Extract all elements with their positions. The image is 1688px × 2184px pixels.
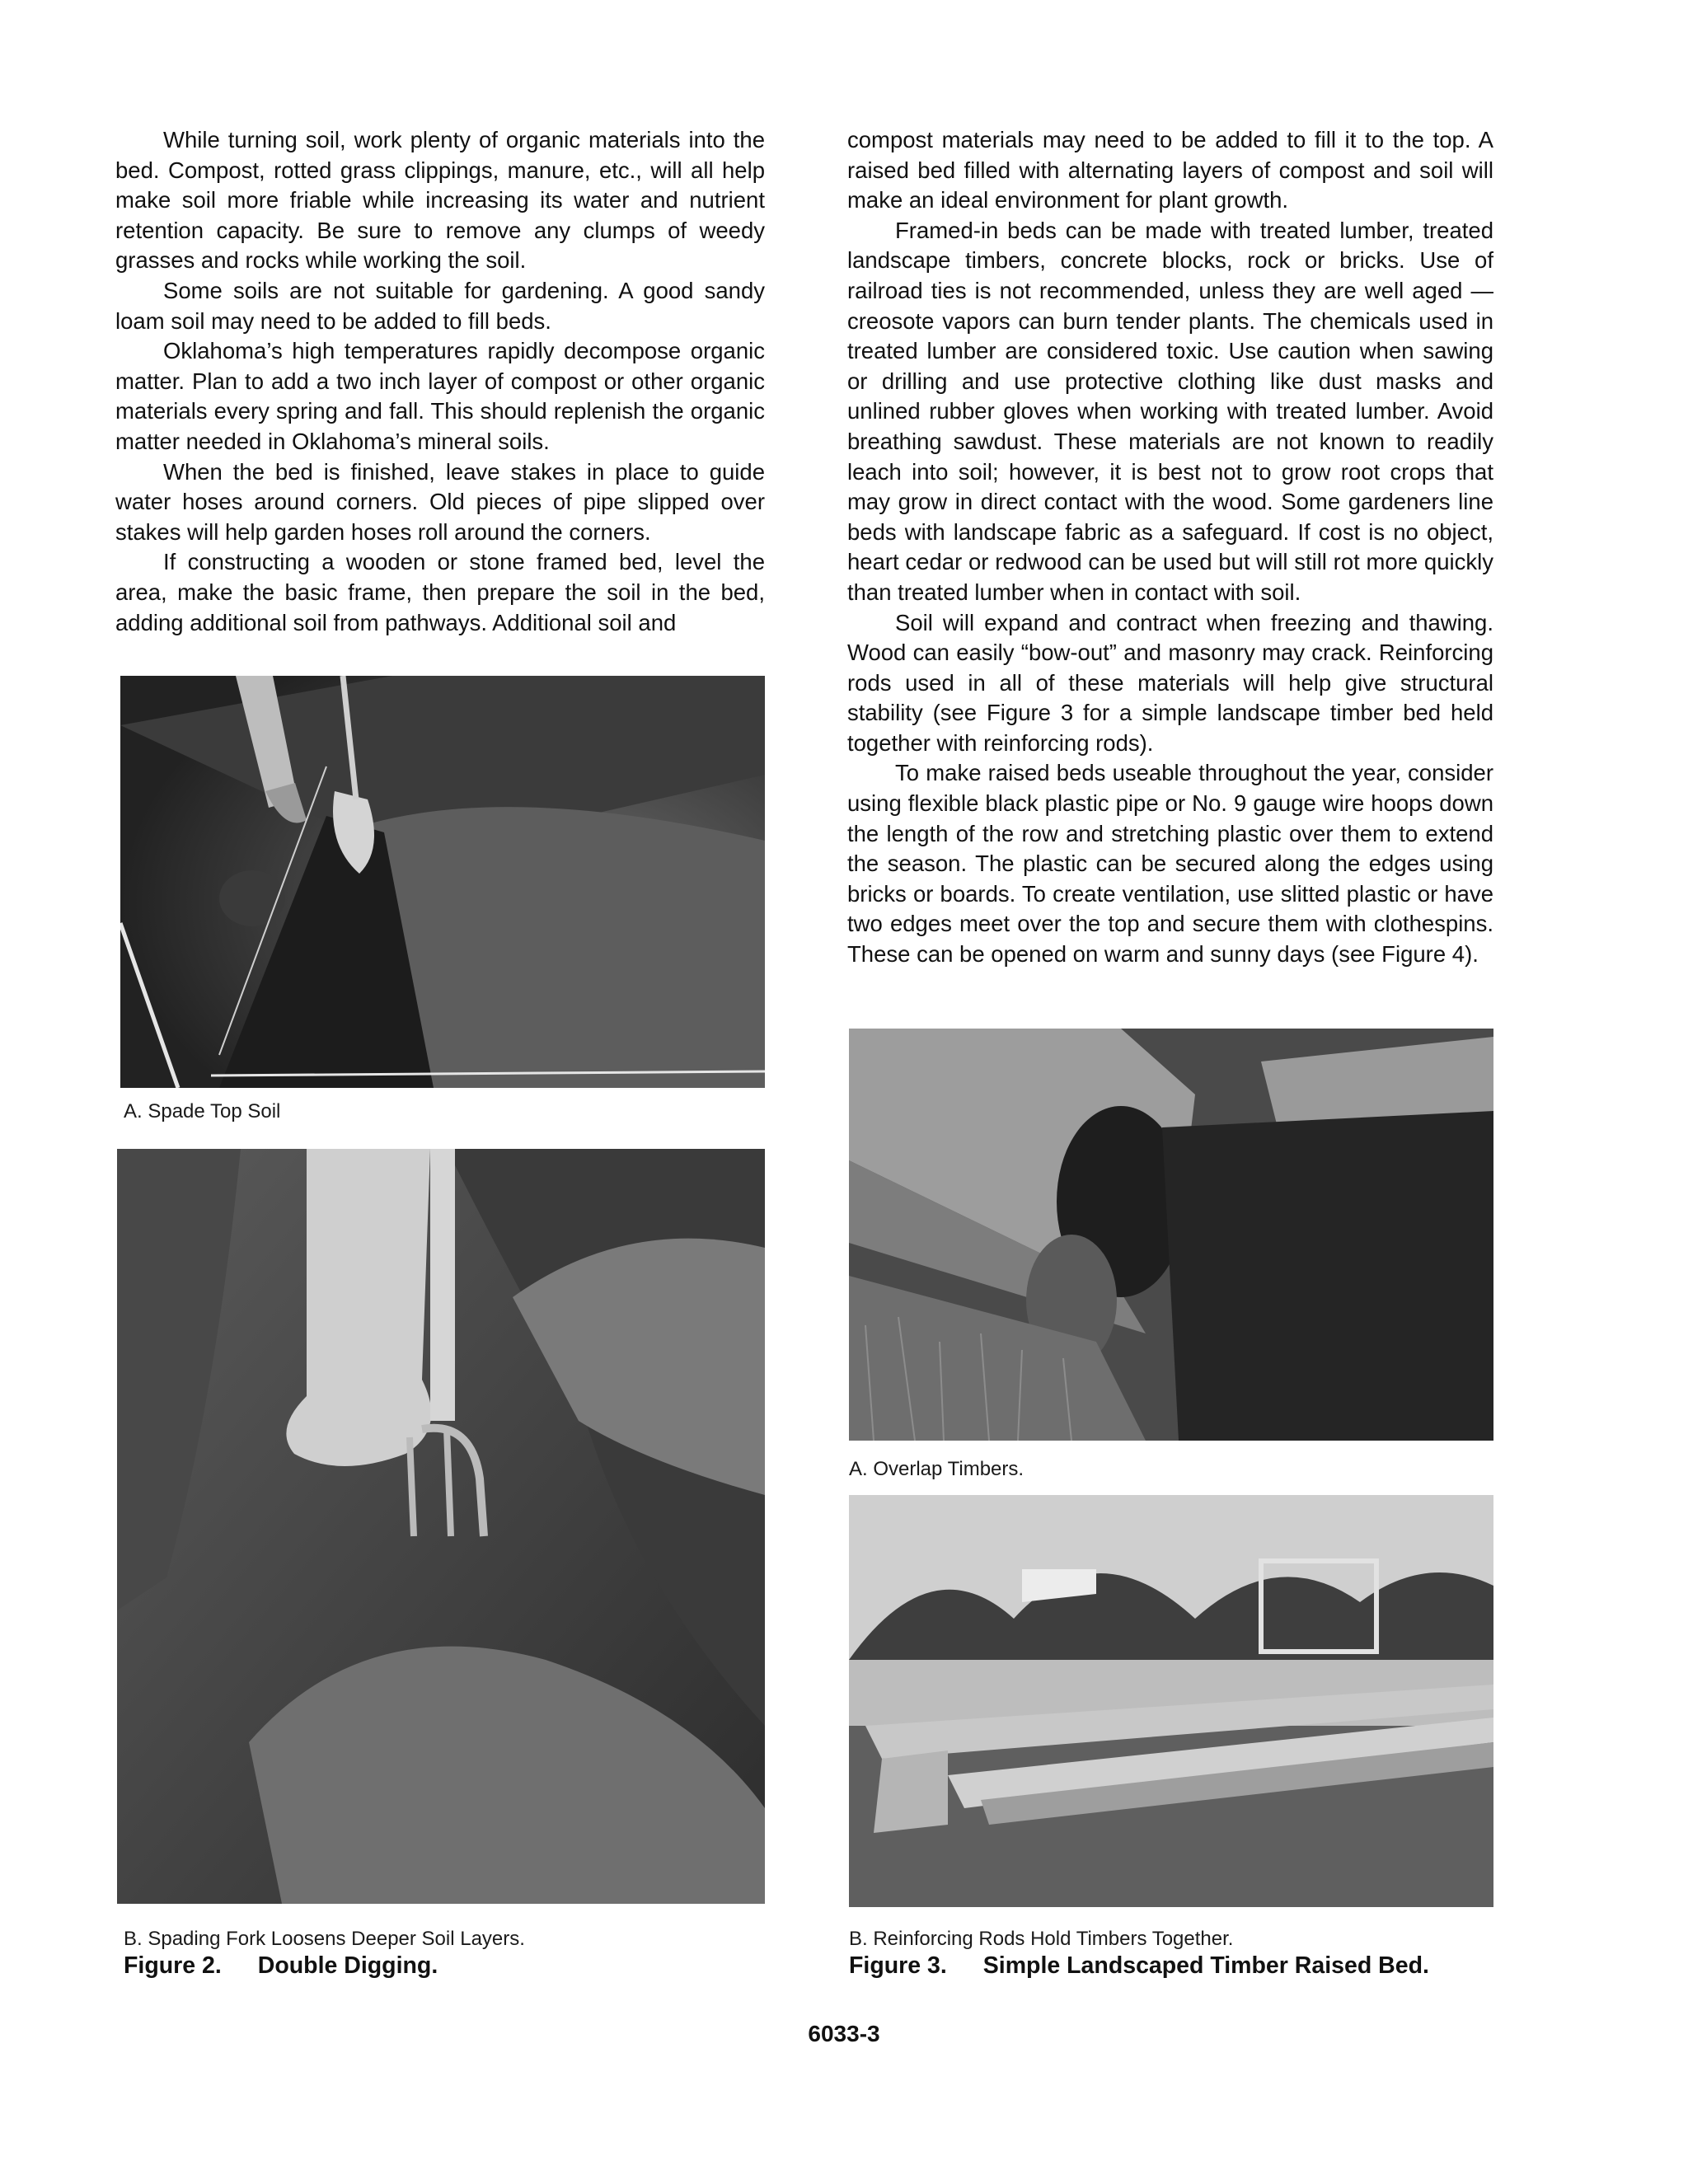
left-text-column <box>115 125 765 638</box>
figure3-label: Figure 3. <box>849 1952 947 1979</box>
paragraph: Oklahoma’s high temperatures rapidly decompose organic matter. Plan to add a two inch layer of compost or other organic materials every spring and fall. This should replenish the organic matter needed in Oklahoma’s mineral soils. <box>115 338 765 454</box>
figure2-name: Double Digging. <box>257 1952 438 1979</box>
figure2-caption-b: B. Spading Fork Loosens Deeper Soil Layers. <box>124 1928 525 1950</box>
figure3-caption-a: A. Overlap Timbers. <box>849 1458 1025 1480</box>
right-text-column <box>847 125 1493 970</box>
figure3-caption-b: B. Reinforcing Rods Hold Timbers Together. <box>849 1928 1234 1950</box>
paragraph: To make raised beds useable throughout the year, consider using flexible black plastic pipe or No. 9 gauge wire hoops down the length of the row and stretching plastic over them to extend the season. The plastic can be secured along the edges using bricks or boards. To create ventilation, use slitted plastic or have two edges meet over the top and secure them with clothespins. These can be opened on warm and sunny days (see Figure 4). <box>847 760 1493 968</box>
photo-spading-fork <box>117 1149 765 1904</box>
paragraph: compost materials may need to be added to fill it to the top. A raised bed filled with alternating layers of compost and soil will make an ideal environment for plant growth. <box>847 127 1493 213</box>
photo-overlap-timbers <box>849 1029 1493 1441</box>
paragraph: Framed-in beds can be made with treated lumber, treated landscape timbers, concrete blocks, rock or bricks. Use of railroad ties is not recommended, unless they are well aged — creosote vapors can burn tender plants. The chemicals used in treated lumber are considered toxic. Use caution when sawing or drilling and use protective clothing like dust masks and unlined rubber gloves when working with treated lumber. Avoid breathing sawdust. These materials are not known to readily leach into soil; however, it is best not to grow root crops that may grow in direct contact with the wood. Some gardeners line beds with landscape fabric as a safeguard. If cost is no object, heart cedar or redwood can be used but will still rot more quickly than treated lumber when in contact with soil. <box>847 217 1493 605</box>
photo-raised-bed <box>849 1495 1493 1907</box>
figure2-title <box>124 1952 438 1980</box>
paragraph: When the bed is finished, leave stakes in place to guide water hoses around corners. Old pieces of pipe slipped over stakes will help garden hoses roll around the corners. <box>115 458 765 545</box>
figure3-name: Simple Landscaped Timber Raised Bed. <box>982 1952 1429 1979</box>
figure2-label: Figure 2. <box>124 1952 222 1979</box>
figure3-title <box>849 1952 1429 1980</box>
paragraph: Soil will expand and contract when freezing and thawing. Wood can easily “bow-out” and masonry may crack. Reinforcing rods used in all of these materials will help give structural stability (see Figure 3 for a simple landscape timber bed held together with reinforcing rods). <box>847 609 1493 756</box>
paragraph: While turning soil, work plenty of organic materials into the bed. Compost, rotted grass clippings, manure, etc., will all help make soil more friable while increasing its water and nutrient retention capacity. Be sure to remove any clumps of weedy grasses and rocks while working the soil. <box>115 127 765 274</box>
photo-spade-top-soil <box>120 676 765 1088</box>
page-number: 6033-3 <box>808 2021 880 2046</box>
paragraph: Some soils are not suitable for gardening. A good sandy loam soil may need to be added to fill beds. <box>115 277 765 334</box>
paragraph: If constructing a wooden or stone framed bed, level the area, make the basic frame, then prepare the soil in the bed, adding additional soil from pathways. Additional soil and <box>115 549 765 635</box>
figure2-caption-a: A. Spade Top Soil <box>124 1100 281 1122</box>
